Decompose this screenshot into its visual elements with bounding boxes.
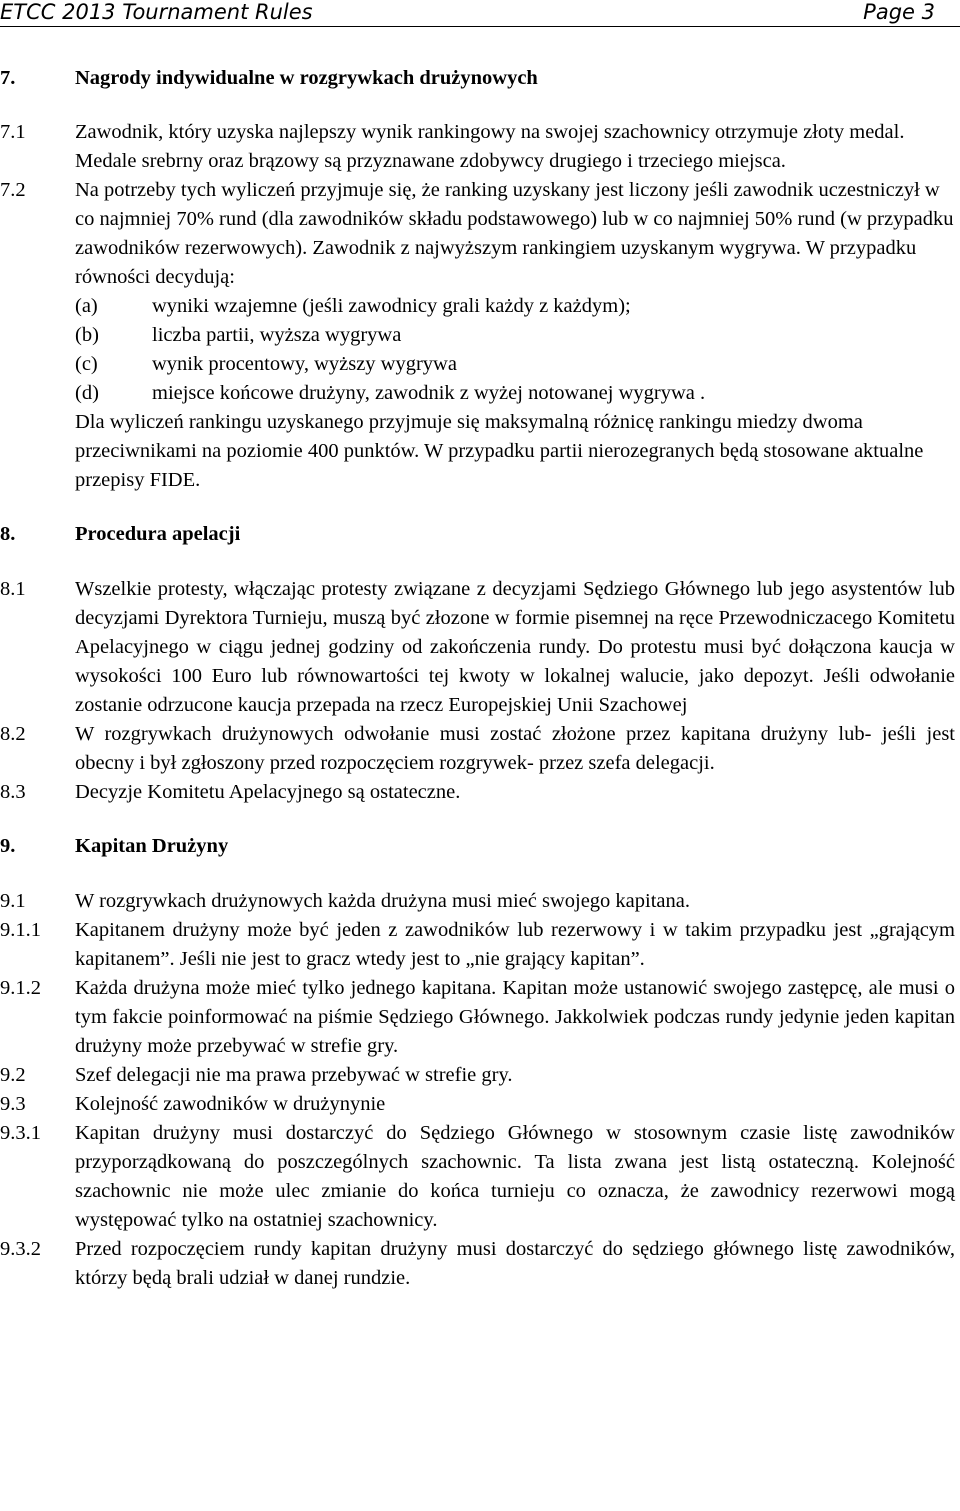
rule-8-2 [0, 720, 955, 778]
spacer [0, 861, 955, 887]
list-text: wynik procentowy, wyższy wygrywa [152, 353, 457, 375]
section-9-heading [0, 832, 955, 861]
rule-text: Zawodnik, który uzyska najlepszy wynik rankingowy na swojej szachownicy otrzymuje złoty medal. Medale srebrny oraz brązowy są przyznawane zdobywcy drugiego i trzeciego miejsca. [75, 121, 905, 172]
header-page-number: Page 3 [863, 0, 935, 24]
rule-9-3-2 [0, 1235, 955, 1293]
rule-9-1 [0, 887, 955, 916]
section-title: Procedura apelacji [75, 523, 241, 545]
rule-8-3 [0, 778, 955, 807]
list-marker: (b) [75, 324, 99, 346]
rule-text: Przed rozpoczęciem rundy kapitan drużyny musi dostarczyć do sędziego głównego listę zawodników, którzy będą brali udział w danej rundzie. [75, 1238, 955, 1289]
rule-number: 9.2 [0, 1064, 26, 1086]
rule-7-1 [0, 118, 955, 176]
section-title: Kapitan Drużyny [75, 835, 229, 857]
tiebreak-item-b [0, 321, 955, 350]
rule-text: Kapitanem drużyny może być jeden z zawodników lub rezerwowy i w takim przypadku jest „grającym kapitanem”. Jeśli nie jest to gracz wtedy jest to „nie grający kapitan”. [75, 919, 955, 970]
section-8-heading [0, 520, 955, 549]
page-header [0, 0, 960, 27]
spacer [0, 93, 955, 118]
rule-number: 9.1.1 [0, 919, 41, 941]
section-number: 8. [0, 523, 16, 545]
list-text: wyniki wzajemne (jeśli zawodnicy grali każdy z każdym); [152, 295, 631, 317]
rule-text: Decyzje Komitetu Apelacyjnego są ostateczne. [75, 781, 461, 803]
rule-text: Kolejność zawodników w drużynynie [75, 1093, 386, 1115]
rule-text: Każda drużyna może mieć tylko jednego kapitana. Kapitan może ustanowić swojego zastępcę, ale musi o tym fakcie poinformować na piśmie Sędziego Głównego. Jakkolwiek podczas rundy jedynie jeden kapitan drużyny może przebywać w strefie gry. [75, 977, 955, 1057]
rule-9-3-1 [0, 1119, 955, 1235]
rule-9-1-1 [0, 916, 955, 974]
rule-9-2 [0, 1061, 955, 1090]
rule-number: 9.1.2 [0, 977, 41, 999]
list-marker: (d) [75, 382, 99, 404]
rule-number: 8.1 [0, 578, 26, 600]
rule-text: Szef delegacji nie ma prawa przebywać w strefie gry. [75, 1064, 513, 1086]
rule-number: 9.3 [0, 1093, 26, 1115]
rule-number: 7.2 [0, 179, 26, 201]
rule-number: 9.1 [0, 890, 26, 912]
rule-number: 9.3.1 [0, 1122, 41, 1144]
rule-text: Na potrzeby tych wyliczeń przyjmuje się, że ranking uzyskany jest liczony jeśli zawodnik uczestniczył w co najmniej 70% rund (dla zawodników składu podstawowego) lub w co najmniej 50% rund (w przypadku zawodników rezerwowych). Zawodnik z najwyższym rankingiem uzyskanym wygrywa. W przypadku równości decydują: [75, 179, 954, 288]
header-title: ETCC 2013 Tournament Rules [0, 0, 313, 24]
tiebreak-item-c [0, 350, 955, 379]
rule-text: W rozgrywkach drużynowych każda drużyna musi mieć swojego kapitana. [75, 890, 690, 912]
tiebreak-item-a [0, 292, 955, 321]
section-title: Nagrody indywidualne w rozgrywkach drużynowych [75, 67, 538, 89]
section-number: 9. [0, 835, 16, 857]
rule-text-continued: Dla wyliczeń rankingu uzyskanego przyjmuje się maksymalną różnicę rankingu miedzy dwoma przeciwnikami na poziomie 400 punktów. W przypadku partii nierozegranych będą stosowane aktualne przepisy FIDE. [75, 411, 924, 491]
list-marker: (c) [75, 353, 98, 375]
rule-7-2 [0, 176, 955, 495]
rule-9-1-2 [0, 974, 955, 1061]
section-7-heading [0, 64, 955, 93]
rule-9-3 [0, 1090, 955, 1119]
rule-text: Kapitan drużyny musi dostarczyć do Sędziego Głównego w stosownym czasie listę zawodników przyporządkowaną do poszczególnych szachownic. Ta lista zwana jest listą ostateczną. Kolejność szachownic nie może ulec zmianie do końca turnieju co oznacza, że zawodnicy rezerwowi mogą występować tylko na ostatniej szachownicy. [75, 1122, 955, 1231]
rule-number: 8.3 [0, 781, 26, 803]
rule-number: 9.3.2 [0, 1238, 41, 1260]
list-text: liczba partii, wyższa wygrywa [152, 324, 402, 346]
section-number: 7. [0, 67, 16, 89]
spacer [0, 807, 955, 832]
tiebreak-item-d [0, 379, 955, 408]
rule-number: 7.1 [0, 121, 26, 143]
rule-text: Wszelkie protesty, włączając protesty związane z decyzjami Sędziego Głównego lub jego asystentów lub decyzjami Dyrektora Turnieju, muszą być złozone w formie pisemnej na ręce Przewodniczacego Komitetu Apelacyjnego w ciągu jednej godziny od zakończenia rundy. Do protestu musi być dołączona kaucja w wysokości 100 Euro lub równowartości tej kwoty w lokalnej walucie, jako depozyt. Jeśli odwołanie zostanie odrzucone kaucja przepada na rzecz Europejskiej Unii Szachowej [75, 578, 955, 716]
rule-number: 8.2 [0, 723, 26, 745]
document-body [0, 64, 955, 1293]
rule-text: W rozgrywkach drużynowych odwołanie musi zostać złożone przez kapitana drużyny lub- jeśli jest obecny i był zgłoszony przed rozpoczęciem rozgrywek- przez szefa delegacji. [75, 723, 955, 774]
list-marker: (a) [75, 295, 98, 317]
rule-8-1 [0, 575, 955, 720]
list-text: miejsce końcowe drużyny, zawodnik z wyżej notowanej wygrywa . [152, 382, 706, 404]
spacer [0, 495, 955, 520]
spacer [0, 549, 955, 575]
